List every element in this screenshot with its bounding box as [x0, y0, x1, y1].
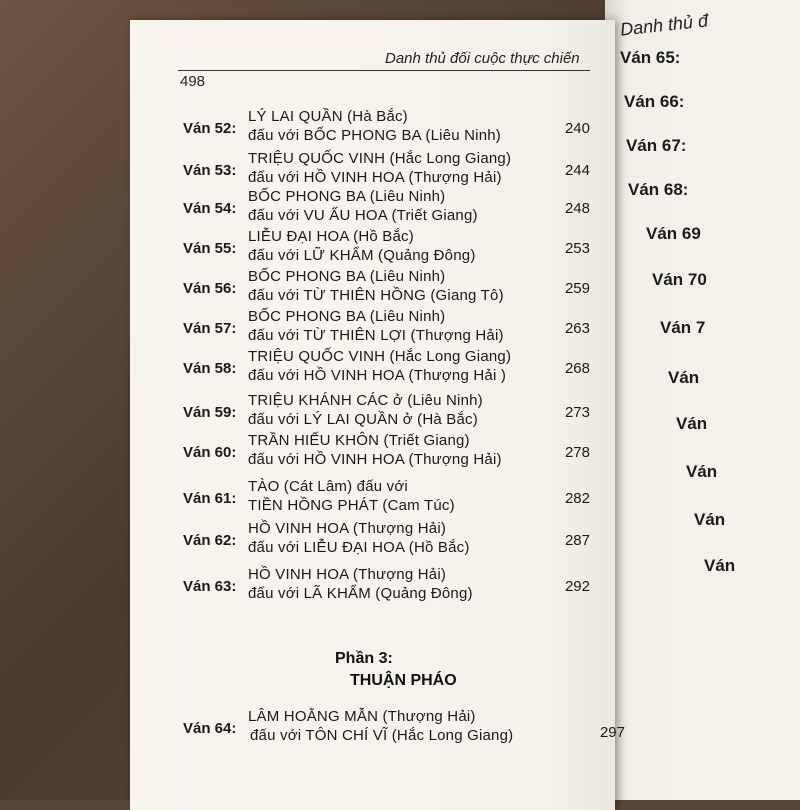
entry-line-1: LÂM HOẰNG MẪN (Thượng Hải) [248, 708, 476, 725]
toc-entry [0, 432, 800, 472]
toc-entry [0, 520, 800, 560]
entry-line-1: TRIỆU KHÁNH CÁC ở (Liêu Ninh) [248, 392, 483, 409]
entry-line-1: TRIỆU QUỐC VINH (Hắc Long Giang) [248, 348, 512, 365]
entry-page: 282 [564, 490, 590, 507]
entry-line-2: đấu với LỮ KHẨM (Quảng Đông) [248, 247, 476, 264]
entry-page: 259 [564, 280, 590, 297]
entry-page: 248 [564, 200, 590, 217]
entry-line-2: đấu với LÃ KHẨM (Quảng Đông) [248, 585, 473, 602]
right-page-header: Danh thủ đ [619, 10, 709, 40]
entry-line-2: đấu với HỒ VINH HOA (Thượng Hải) [248, 169, 502, 186]
right-page-item: Ván [694, 510, 726, 529]
entry-label: Ván 53: [183, 162, 237, 179]
entry-page: 263 [564, 320, 590, 337]
entry-line-1: TRIỆU QUỐC VINH (Hắc Long Giang) [248, 150, 512, 167]
entry-label: Ván 62: [183, 532, 237, 549]
entry-page: 240 [564, 120, 590, 137]
toc-entry [0, 392, 800, 432]
entry-line-2: đấu với TÔN CHÍ VĨ (Hắc Long Giang) [250, 727, 514, 744]
right-page-item: Ván 69 [646, 224, 701, 243]
entry-label: Ván 57: [183, 320, 237, 337]
section-title: THUẬN PHÁO [350, 672, 457, 689]
entry-page: 273 [564, 404, 590, 421]
right-page-item: Ván 67: [626, 136, 687, 155]
toc-entry [0, 228, 800, 268]
entry-line-1: TÀO (Cát Lâm) đấu với [248, 478, 408, 495]
running-header: Danh thủ đối cuộc thực chiến [385, 50, 580, 67]
entry-page: 268 [564, 360, 590, 377]
entry-line-1: LÝ LAI QUẦN (Hà Bắc) [248, 108, 408, 125]
entry-page: 253 [564, 240, 590, 257]
header-divider [178, 70, 590, 71]
toc-entry [0, 188, 800, 228]
toc-entry [0, 478, 800, 518]
entry-page: 244 [564, 162, 590, 179]
entry-label: Ván 52: [183, 120, 237, 137]
right-page-item: Ván 7 [660, 318, 706, 337]
entry-line-1: BỐC PHONG BA (Liêu Ninh) [248, 188, 446, 205]
entry-page: 292 [564, 578, 590, 595]
entry-label: Ván 60: [183, 444, 237, 461]
section-part-label: Phần 3: [335, 650, 393, 667]
entry-line-1: BỐC PHONG BA (Liêu Ninh) [248, 268, 446, 285]
entry-line-2: đấu với TỪ THIÊN LỢI (Thượng Hải) [248, 327, 504, 344]
toc-entry [0, 348, 800, 388]
entry-label: Ván 54: [183, 200, 237, 217]
toc-entry-final [0, 708, 800, 748]
right-page-item: Ván [704, 556, 736, 575]
entry-label: Ván 55: [183, 240, 237, 257]
right-page-item: Ván [668, 368, 700, 387]
entry-label: Ván 56: [183, 280, 237, 297]
toc-entry [0, 308, 800, 348]
right-page-item: Ván [686, 462, 718, 481]
right-page-item: Ván [676, 414, 708, 433]
entry-label: Ván 58: [183, 360, 237, 377]
entry-label: Ván 61: [183, 490, 237, 507]
toc-entry [0, 108, 800, 148]
entry-line-1: HỒ VINH HOA (Thượng Hải) [248, 520, 447, 537]
entry-line-2: đấu với BỐC PHONG BA (Liêu Ninh) [248, 127, 501, 144]
entry-line-2: đấu với TỪ THIÊN HỒNG (Giang Tô) [248, 287, 504, 304]
entry-line-2: đấu với LÝ LAI QUẦN ở (Hà Bắc) [248, 411, 478, 428]
entry-page: 287 [564, 532, 590, 549]
entry-page: 297 [599, 724, 625, 741]
toc-entry [0, 268, 800, 308]
entry-line-2: đấu với HỒ VINH HOA (Thượng Hải ) [248, 367, 507, 384]
entry-line-1: TRẦN HIẾU KHÔN (Triết Giang) [248, 432, 470, 449]
toc-entry [0, 150, 800, 190]
right-page-item: Ván 68: [628, 180, 689, 199]
entry-line-1: BỐC PHONG BA (Liêu Ninh) [248, 308, 446, 325]
entry-label: Ván 59: [183, 404, 237, 421]
page-number: 498 [180, 73, 206, 90]
right-page-item: Ván 70 [652, 270, 707, 289]
entry-line-1: HỒ VINH HOA (Thượng Hải) [248, 566, 447, 583]
entry-line-2: đấu với LIỄU ĐẠI HOA (Hồ Bắc) [248, 539, 470, 556]
entry-label: Ván 64: [183, 720, 237, 737]
right-page-item: Ván 65: [620, 48, 681, 67]
entry-label: Ván 63: [183, 578, 237, 595]
toc-entry [0, 566, 800, 606]
entry-line-2: đấu với VU ẤU HOA (Triết Giang) [248, 207, 478, 224]
entry-page: 278 [564, 444, 590, 461]
entry-line-2: đấu với HỒ VINH HOA (Thượng Hải) [248, 451, 502, 468]
entry-line-1: LIỄU ĐẠI HOA (Hồ Bắc) [248, 228, 414, 245]
entry-line-2: TIỀN HỒNG PHÁT (Cam Túc) [248, 497, 455, 514]
right-page-item: Ván 66: [624, 92, 685, 111]
